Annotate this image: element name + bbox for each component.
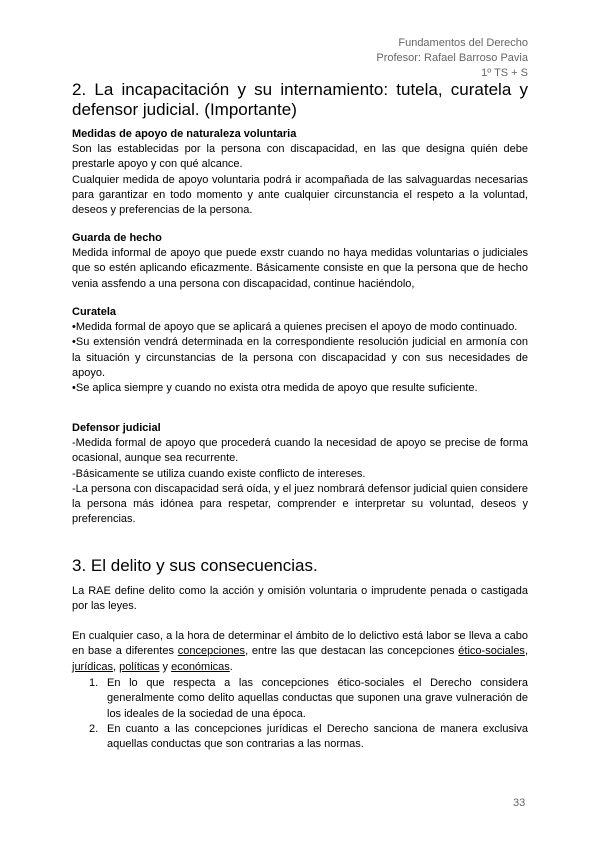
defensor-item-3: -La persona con discapacidad será oída, y el juez nombrará defensor judicial quien considere la persona más idónea para respetar, comprender e interpretar su voluntad, deseos y preferencias. xyxy=(72,482,528,526)
juridicas-link: jurídicas xyxy=(72,660,113,673)
voluntary-p1: Son las establecidas por la persona con discapacidad, en las que designa quién debe prestarle apoyo y con qué alcance. xyxy=(72,143,528,171)
section-2-title: 2. La incapacitación y su internamiento: tutela, curatela y defensor judicial. (Importante) xyxy=(72,80,528,119)
concepciones-mid: , entre las que destacan las concepciones xyxy=(245,645,459,658)
list-item-text: En lo que respecta a las concepciones ético-sociales el Derecho considera generalmente como delito aquellas conductas que suponen una grave vulneración de los ideales de la sociedad de una época. xyxy=(107,677,528,720)
header-subject: Fundamentos del Derecho xyxy=(398,37,528,49)
voluntary-heading: Medidas de apoyo de naturaleza voluntaria xyxy=(72,128,297,140)
concepciones-text xyxy=(72,629,528,675)
delito-definition-text: La RAE define delito como la acción y omisión voluntaria o imprudente penada o castigada por las leyes. xyxy=(72,585,528,613)
list-item-number: 1. xyxy=(89,677,99,689)
list-item-number: 2. xyxy=(89,722,99,735)
header-course: 1º TS + S xyxy=(481,67,528,79)
curatela-heading: Curatela xyxy=(72,306,117,318)
voluntary-p2: Cualquier medida de apoyo voluntaria podrá ir acompañada de las salvaguardas necesarias para garantizar en todo momento y ante cualquier circunstancia el respeto a la voluntad, deseos y preferencias de la persona. xyxy=(72,173,528,217)
curatela-body xyxy=(72,320,528,396)
separator-1: , xyxy=(524,645,528,658)
curatela-bullet-1: •Medida formal de apoyo que se aplicará a quienes precisen el apoyo de modo continuado. xyxy=(72,321,518,333)
list-item xyxy=(72,676,528,722)
curatela-bullet-3: •Se aplica siempre y cuando no exista otra medida de apoyo que resulte suficiente. xyxy=(72,382,478,395)
concepciones-lead: En cualquier caso, a la hora de determinar el ámbito de lo delictivo está labor se lleva a cabo en base a diferentes xyxy=(72,630,528,658)
economicas-link: económicas xyxy=(171,660,230,673)
concepciones-link: concepciones xyxy=(177,645,246,658)
page-header xyxy=(376,36,528,81)
politicas-link: políticas xyxy=(119,660,160,673)
guarda-body xyxy=(72,246,528,292)
defensor-body xyxy=(72,436,528,528)
defensor-heading: Defensor judicial xyxy=(72,422,161,434)
list-item-text: En cuanto a las concepciones jurídicas el Derecho sanciona de manera exclusiva aquellas conductas que son contrarias a las normas. xyxy=(107,722,528,751)
guarda-p1: Medida informal de apoyo que puede exstr cuando no haya medidas voluntarias o judiciales que so estén aplicando eficazmente. Básicamente consiste en que la persona que de hecho venia assfendo a una persona con discapacidad, continue haciéndolo, xyxy=(72,247,528,290)
delito-definition xyxy=(72,584,528,615)
page-number: 33 xyxy=(513,797,526,809)
separator-2: , xyxy=(112,660,120,673)
etico-sociales-link: ético-sociales xyxy=(458,645,525,658)
defensor-item-2: -Básicamente se utiliza cuando existe conflicto de intereses. xyxy=(72,467,366,480)
header-professor: Profesor: Rafael Barroso Pavia xyxy=(376,52,528,64)
section-3-title: 3. El delito y sus consecuencias. xyxy=(72,556,318,575)
guarda-heading: Guarda de hecho xyxy=(72,232,162,244)
separator-3: y xyxy=(159,660,172,673)
concepciones-end: . xyxy=(229,660,233,673)
voluntary-body xyxy=(72,142,528,218)
defensor-item-1: -Medida formal de apoyo que procederá cuando la necesidad de apoyo se precise de forma ocasional, aunque sea recurrente. xyxy=(72,437,528,465)
curatela-bullet-2: •Su extensión vendrá determinada en la correspondiente resolución judicial en armonía con la situación y circunstancias de la persona con discapacidad y con sus necesidades de apoyo. xyxy=(72,336,528,379)
list-item xyxy=(72,722,528,753)
concepciones-list xyxy=(72,676,528,752)
concepciones-paragraph xyxy=(72,629,528,675)
